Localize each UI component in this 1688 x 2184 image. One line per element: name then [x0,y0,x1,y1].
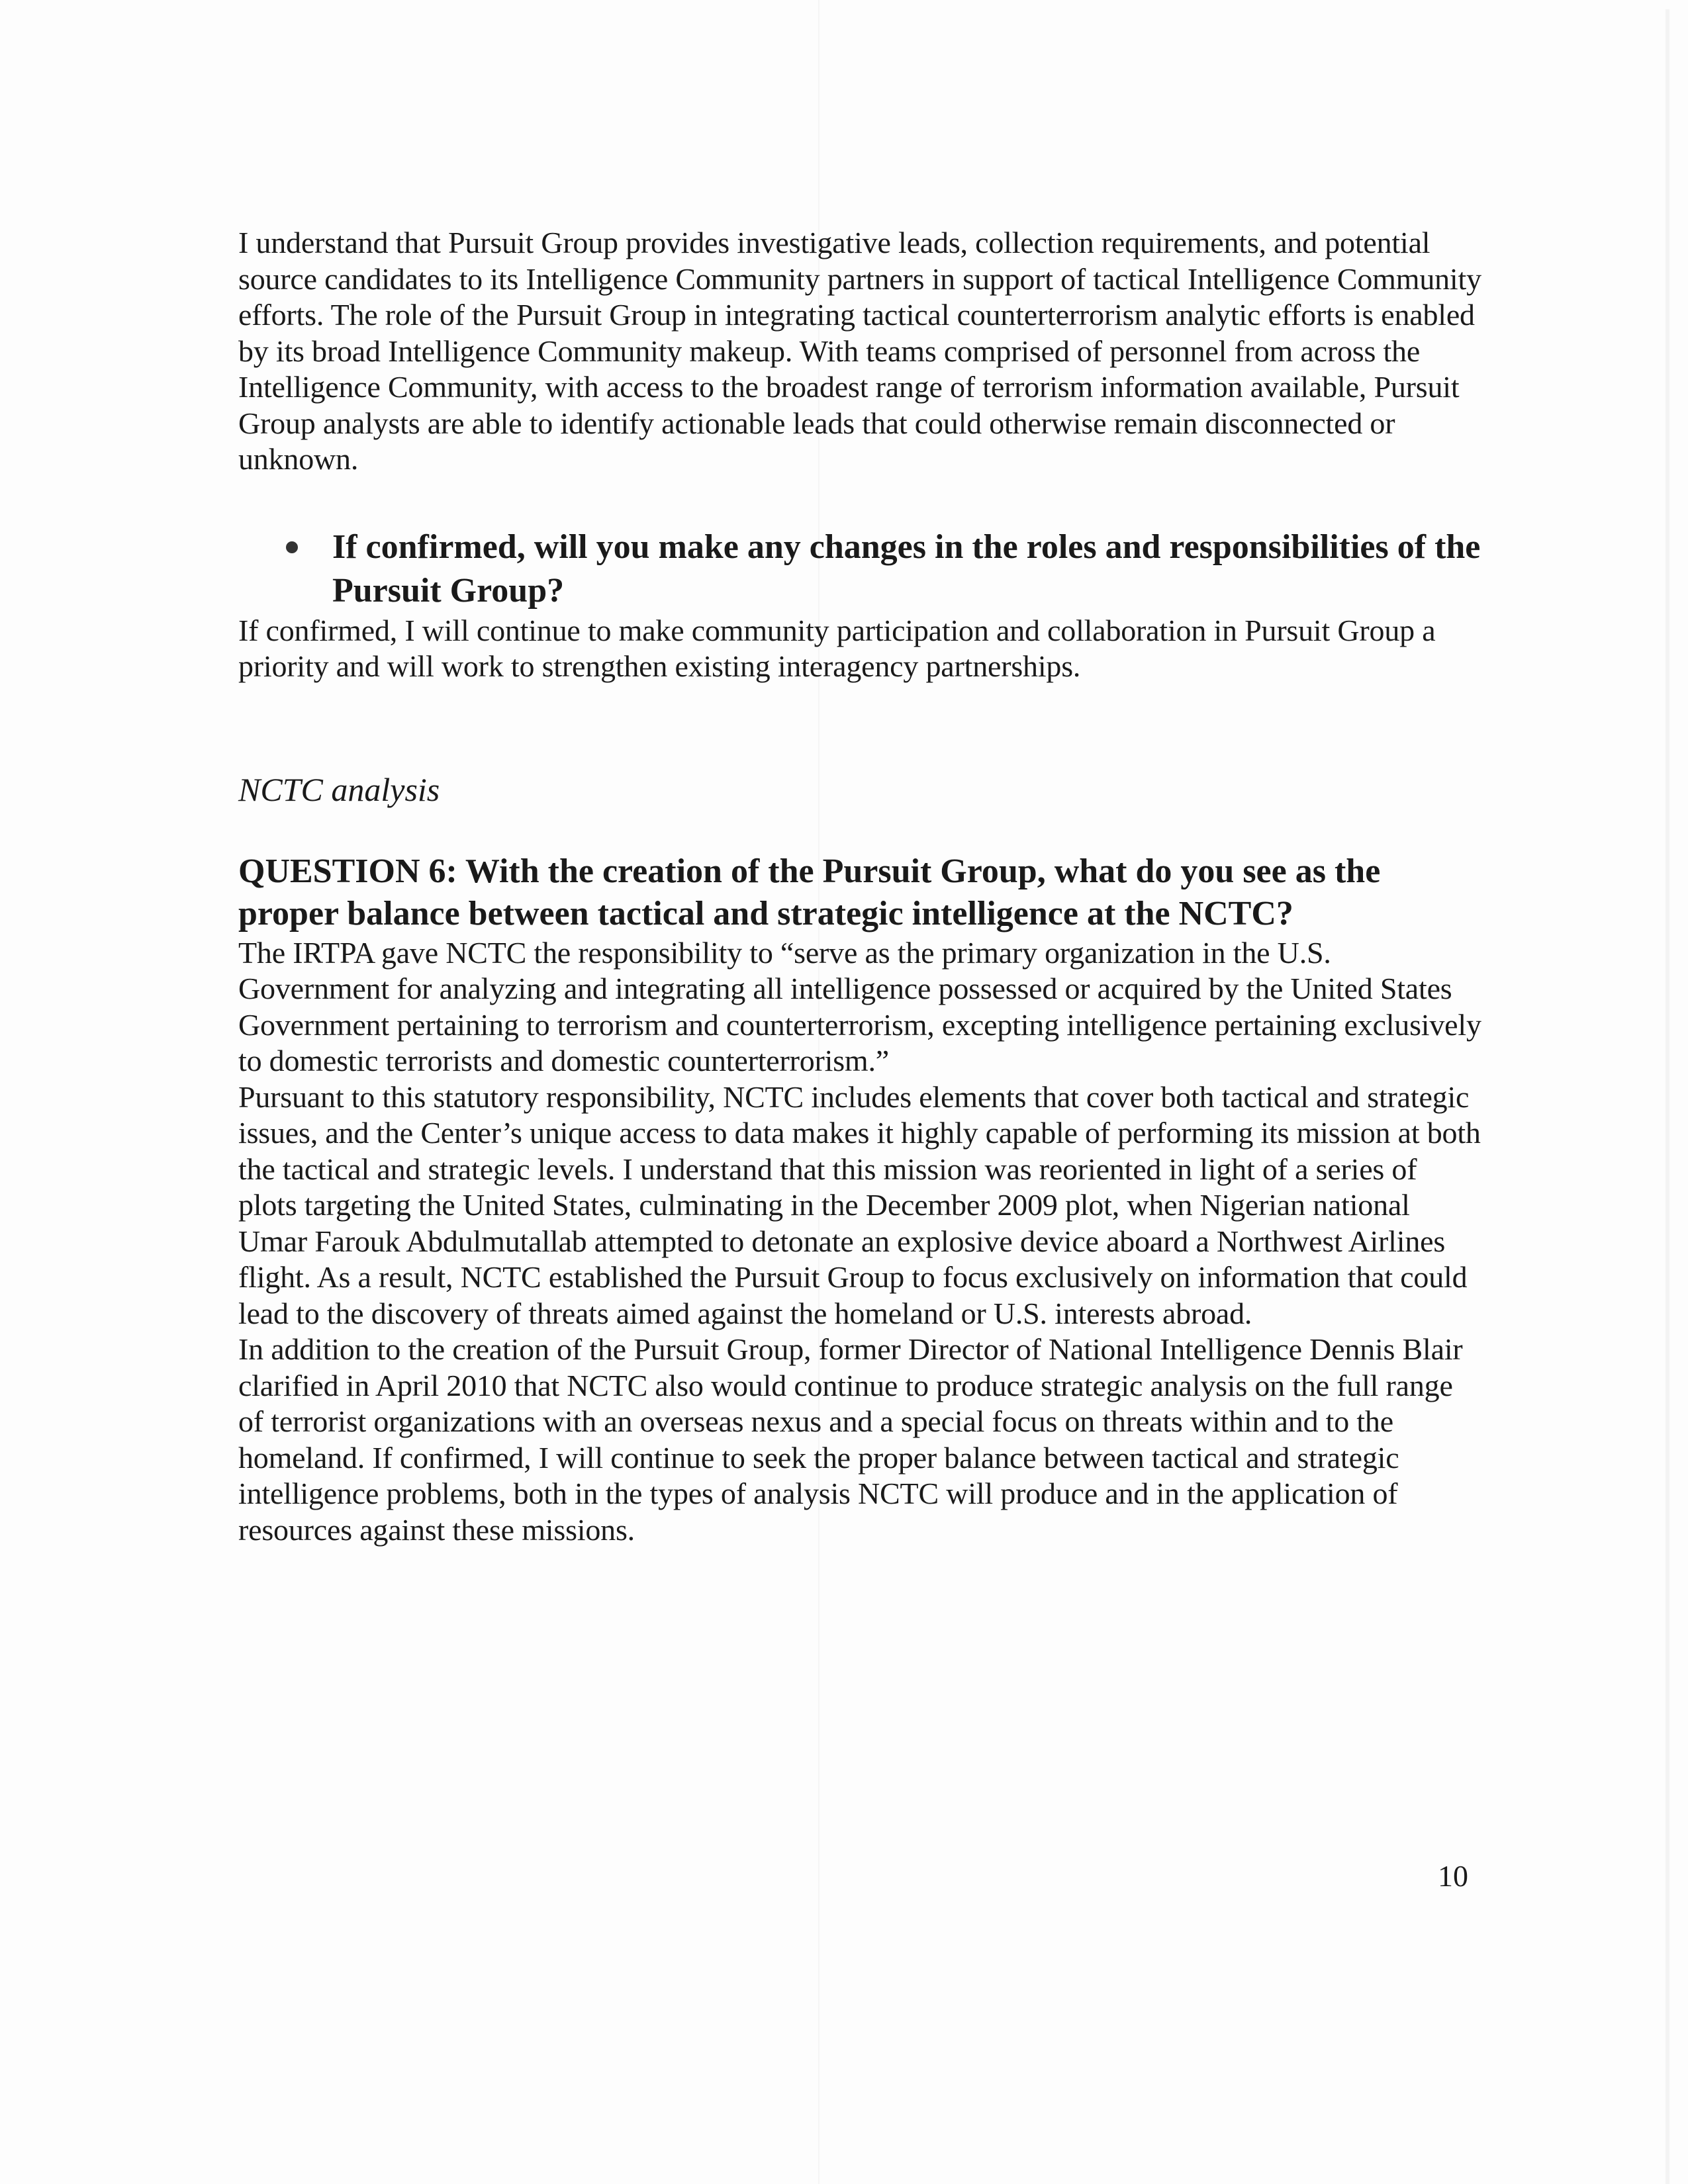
paragraph-pursuit-group-overview: I understand that Pursuit Group provides investigative leads, collection requirements, and potential source candidates to its Intelligence Community partners in support of tactical Intelligence Community efforts. The role of the Pursuit Group in integrating tactical counterterrorism analytic efforts is enabled by its broad Intelligence Community makeup. With teams comprised of personnel from across the Intelligence Community, with access to the broadest range of terrorism information available, Pursuit Group analysts are able to identify actionable leads that could otherwise remain disconnected or unknown. [238,226,1481,476]
question-heading: QUESTION 6: With the creation of the Pursuit Group, what do you see as the proper balance between tactical and strategic intelligence at the NCTC? [238,852,1381,933]
bullet-icon [286,541,298,553]
paragraph-strategic-analysis: In addition to the creation of the Pursuit Group, former Director of National Intelligence Dennis Blair clarified in April 2010 that NCTC also would continue to produce strategic analysis on the full range of terrorist organizations with an overseas nexus and a special focus on threats within and to the homeland. If confirmed, I will continue to seek the proper balance between tactical and strategic intelligence problems, both in the types of analysis NCTC will produce and in the application of resources against these missions. [238,1332,1463,1547]
document-page [238,225,1483,1548]
scan-edge [1665,9,1669,2184]
section-title: NCTC analysis [238,770,440,808]
paragraph-statutory-responsibility: Pursuant to this statutory responsibility, NCTC includes elements that cover both tactical and strategic issues, and the Center’s unique access to data makes it highly capable of performing its mission at both the tactical and strategic levels. I understand that this mission was reoriented in light of a series of plots targeting the United States, culminating in the December 2009 plot, when Nigerian national Umar Farouk Abdulmutallab attempted to detonate an explosive device aboard a Northwest Airlines flight. As a result, NCTC established the Pursuit Group to focus exclusively on information that could lead to the discovery of threats aimed against the homeland or U.S. interests abroad. [238,1079,1481,1330]
bullet-question [238,525,1483,613]
bullet-question-text: If confirmed, will you make any changes in the roles and responsibilities of the Pursuit Group? [332,527,1481,610]
page-number: 10 [1438,1859,1468,1893]
paragraph-bullet-answer: If confirmed, I will continue to make community participation and collaboration in Pursuit Group a priority and will work to strengthen existing interagency partnerships. [238,613,1436,683]
paragraph-irtpa: The IRTPA gave NCTC the responsibility to “serve as the primary organization in the U.S. Government for analyzing and integrating all intelligence possessed or acquired by the United States Government pertaining to terrorism and counterterrorism, excepting intelligence pertaining exclusively to domestic terrorists and domestic counterterrorism.” [238,935,1481,1077]
